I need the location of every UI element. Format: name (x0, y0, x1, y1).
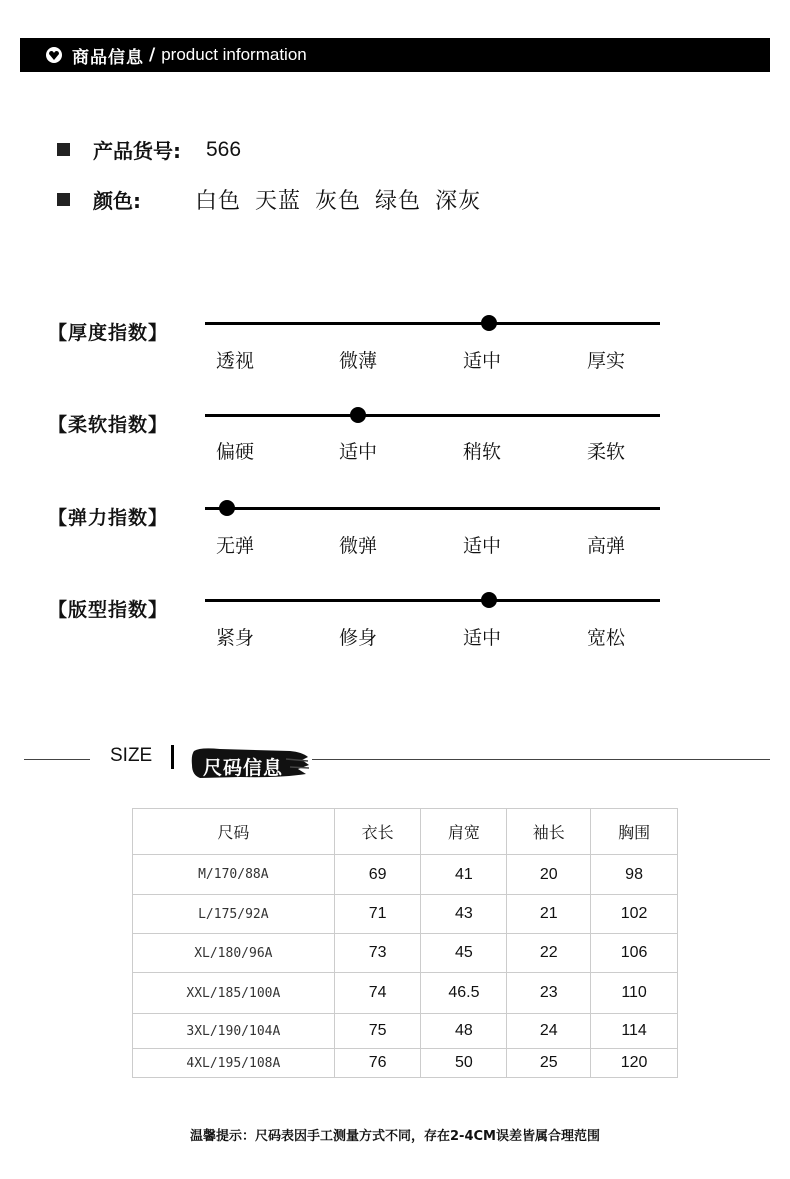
scale-label: 【厚度指数】 (48, 322, 169, 344)
table-cell: 3XL/190/104A (133, 1014, 335, 1049)
scale-label: 【弹力指数】 (48, 507, 169, 529)
color-item: 天蓝 (255, 189, 302, 214)
table-header: 肩宽 (421, 809, 507, 855)
scale-option: 适中 (462, 535, 501, 557)
size-table (132, 808, 678, 1078)
divider (171, 745, 174, 769)
color-item: 白色 (195, 189, 242, 214)
scale-option: 适中 (462, 350, 501, 372)
sku-row (57, 135, 241, 164)
table-cell: 25 (507, 1049, 591, 1078)
header-separator: / (149, 45, 156, 65)
scale-indicator (481, 315, 497, 331)
table-cell: XXL/185/100A (133, 973, 335, 1014)
color-item: 灰色 (315, 189, 362, 214)
scale-thickness (0, 308, 790, 378)
scale-option: 适中 (462, 627, 501, 649)
scale-option: 透视 (215, 350, 254, 372)
scale-track (205, 414, 660, 417)
table-row (133, 895, 678, 934)
heart-icon (46, 47, 62, 63)
table-cell: 98 (591, 855, 678, 895)
table-cell: 41 (421, 855, 507, 895)
header-title-cn: 商品信息 (72, 47, 144, 68)
color-item: 深灰 (435, 189, 482, 214)
square-bullet-icon (57, 193, 70, 206)
scale-option: 适中 (338, 441, 377, 463)
table-cell: 73 (334, 934, 421, 973)
scale-option: 修身 (338, 627, 377, 649)
sku-value: 566 (206, 137, 242, 161)
table-cell: 102 (591, 895, 678, 934)
scale-indicator (481, 592, 497, 608)
table-cell: 4XL/195/108A (133, 1049, 335, 1078)
table-cell: 110 (591, 973, 678, 1014)
scale-option: 紧身 (215, 627, 254, 649)
table-cell: 23 (507, 973, 591, 1014)
table-row (133, 855, 678, 895)
scale-option: 偏硬 (215, 441, 254, 463)
scale-label: 【柔软指数】 (48, 414, 169, 436)
table-cell: 106 (591, 934, 678, 973)
table-cell: 71 (334, 895, 421, 934)
table-cell: 74 (334, 973, 421, 1014)
table-header: 胸围 (591, 809, 678, 855)
scale-track (205, 599, 660, 602)
table-cell: L/175/92A (133, 895, 335, 934)
table-cell: 20 (507, 855, 591, 895)
scale-indicator (219, 500, 235, 516)
size-note: 温馨提示：尺码表因手工测量方式不同，存在2-4CM误差皆属合理范围 (190, 1129, 600, 1144)
table-header: 衣长 (334, 809, 421, 855)
table-cell: 46.5 (421, 973, 507, 1014)
table-row (133, 934, 678, 973)
scale-track (205, 507, 660, 510)
sku-label: 产品货号: (93, 139, 181, 163)
scale-option: 微薄 (338, 350, 377, 372)
square-bullet-icon (57, 143, 70, 156)
color-list (195, 184, 495, 215)
table-cell: 22 (507, 934, 591, 973)
color-label: 颜色: (93, 189, 141, 213)
table-cell: 43 (421, 895, 507, 934)
color-row (57, 184, 495, 215)
table-cell: 75 (334, 1014, 421, 1049)
table-row (133, 973, 678, 1014)
scale-option: 稍软 (462, 441, 501, 463)
scale-label: 【版型指数】 (48, 599, 169, 621)
table-row (133, 1049, 678, 1078)
scale-option: 高弹 (586, 535, 625, 557)
scale-elasticity (0, 493, 790, 563)
table-header: 尺码 (133, 809, 335, 855)
table-row (133, 1014, 678, 1049)
size-label-cn: 尺码信息 (203, 757, 284, 779)
table-cell: 21 (507, 895, 591, 934)
divider (24, 759, 90, 760)
table-cell: 69 (334, 855, 421, 895)
scale-option: 无弹 (215, 535, 254, 557)
table-cell: XL/180/96A (133, 934, 335, 973)
scale-option: 微弹 (338, 535, 377, 557)
scale-option: 厚实 (586, 350, 625, 372)
color-item: 绿色 (375, 189, 422, 214)
scale-option: 柔软 (586, 441, 625, 463)
table-cell: 45 (421, 934, 507, 973)
table-cell: 120 (591, 1049, 678, 1078)
scale-softness (0, 400, 790, 470)
table-header-row (133, 809, 678, 855)
divider (312, 759, 770, 760)
header-title-en: product information (161, 45, 307, 64)
table-cell: 76 (334, 1049, 421, 1078)
table-cell: 48 (421, 1014, 507, 1049)
table-cell: 24 (507, 1014, 591, 1049)
scale-option: 宽松 (586, 627, 625, 649)
scale-track (205, 322, 660, 325)
table-cell: 114 (591, 1014, 678, 1049)
scale-fit (0, 585, 790, 655)
table-header: 袖长 (507, 809, 591, 855)
scale-indicator (350, 407, 366, 423)
table-cell: M/170/88A (133, 855, 335, 895)
table-cell: 50 (421, 1049, 507, 1078)
size-label-en: SIZE (110, 745, 153, 766)
section-header (20, 38, 770, 72)
